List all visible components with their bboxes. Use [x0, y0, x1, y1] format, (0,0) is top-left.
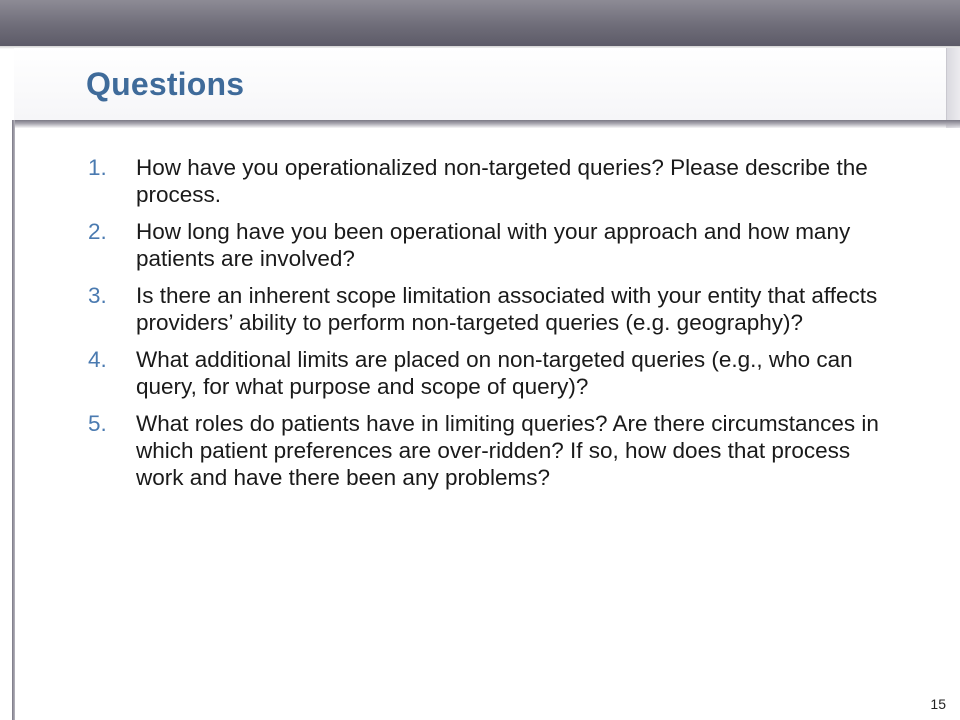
question-list — [88, 154, 888, 501]
question-item — [88, 410, 888, 491]
title-divider — [14, 120, 960, 128]
question-text: What roles do patients have in limiting queries? Are there circumstances in which patient preferences are over-ridden? If so, how does that process work and have there been any problems? — [136, 411, 879, 490]
slide-number: 15 — [930, 696, 946, 712]
question-text: Is there an inherent scope limitation associated with your entity that affects providers’ ability to perform non-targeted queries (e.g. geography)? — [136, 283, 878, 335]
title-panel-edge — [946, 48, 960, 128]
question-text: How long have you been operational with your approach and how many patients are involved? — [136, 219, 851, 271]
question-number: 2. — [88, 219, 107, 244]
question-number: 1. — [88, 155, 107, 180]
question-number: 3. — [88, 283, 107, 308]
left-margin-rule — [12, 120, 15, 720]
top-banner — [0, 0, 960, 46]
page-title: Questions — [86, 66, 245, 102]
question-number: 4. — [88, 347, 107, 372]
question-text: What additional limits are placed on non-targeted queries (e.g., who can query, for what purpose and scope of query)? — [136, 347, 853, 399]
question-item — [88, 346, 888, 400]
question-item — [88, 154, 888, 208]
question-item — [88, 218, 888, 272]
question-item — [88, 282, 888, 336]
question-text: How have you operationalized non-targeted queries? Please describe the process. — [136, 155, 868, 207]
question-number: 5. — [88, 411, 107, 436]
